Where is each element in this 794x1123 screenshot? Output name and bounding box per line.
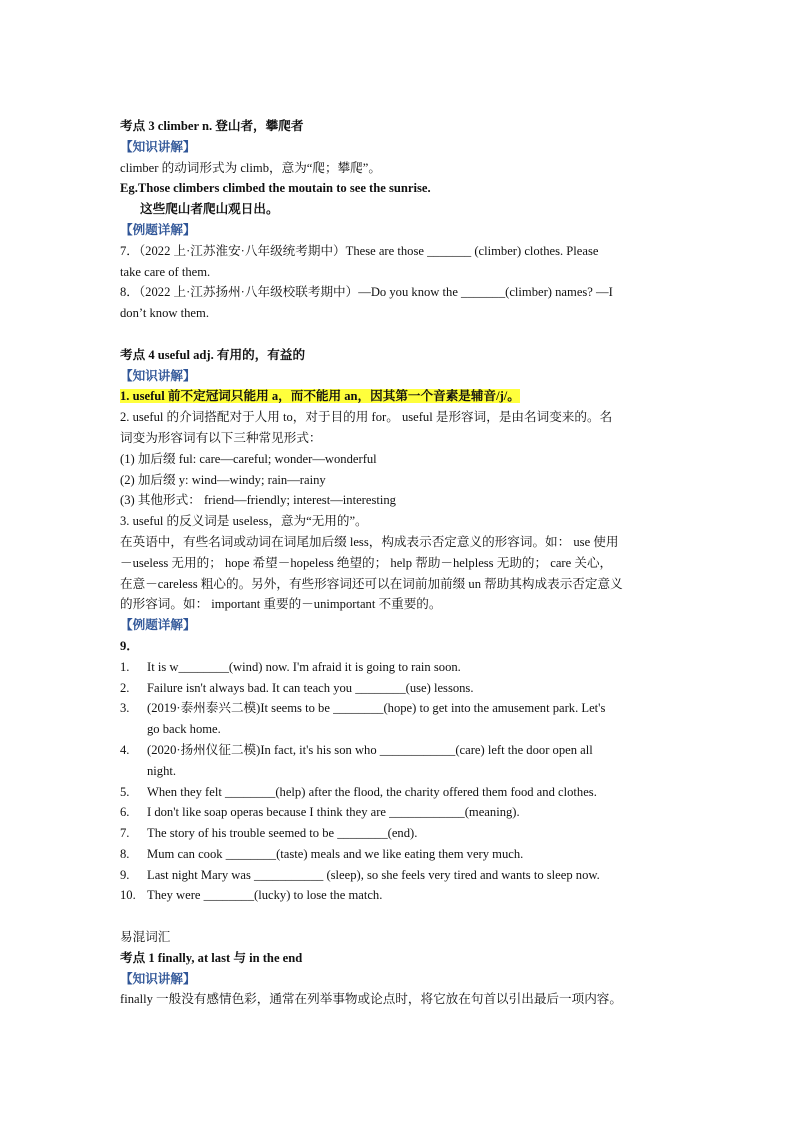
exercise-text: Last night Mary was ___________ (sleep), so she feels very tired and wants to sleep now. xyxy=(147,867,600,882)
section-heading: 考点 3 climber n. 登山者，攀爬者 xyxy=(120,119,304,133)
exercise-number: 7. xyxy=(120,826,130,841)
exercise-text: When they felt ________(help) after the flood, the charity offered them food and clothes. xyxy=(147,784,597,799)
question-7-line2: take care of them. xyxy=(120,264,211,279)
question-7-line1: 7．（2022 上·江苏淮安·八年级统考期中）These are those _______ (climber) clothes. Please xyxy=(120,243,599,258)
paragraph: 在意－careless 粗心的。另外，有些形容词还可以在词前加前缀 un 帮助其构成表示否定意义 xyxy=(120,576,623,591)
exercise-list xyxy=(120,657,680,907)
exercise-number: 6. xyxy=(120,805,130,820)
knowledge-label: 【知识讲解】 xyxy=(120,368,196,383)
section-heading: 考点 4 useful adj. 有用的，有益的 xyxy=(120,347,306,362)
example-label: 【例题详解】 xyxy=(120,222,196,237)
paragraph: 在英语中，有些名词或动词在词尾加后缀 less，构成表示否定意义的形容词。如： use 使用 xyxy=(120,534,619,549)
spacer xyxy=(120,324,680,345)
exercise-item xyxy=(120,844,680,865)
paragraph: 词变为形容词有以下三种常见形式： xyxy=(120,430,322,445)
exercise-text: I don't like soap operas because I think they are ____________(meaning). xyxy=(147,805,520,820)
exercise-item xyxy=(120,865,680,886)
highlighted-rule: 1. useful 前不定冠词只能用 a，而不能用 an，因其第一个音素是辅音/j/。 xyxy=(120,389,520,404)
paragraph: finally 一般没有感情色彩，通常在列举事物或论点时，将它放在句首以引出最后一项内容。 xyxy=(120,992,622,1007)
knowledge-label: 【知识讲解】 xyxy=(120,139,196,154)
exercise-number: 8. xyxy=(120,846,130,861)
exercise-text: Mum can cook ________(taste) meals and we like eating them very much. xyxy=(147,846,524,861)
exercise-text-continued: go back home. xyxy=(147,722,221,737)
paragraph: (2) 加后缀 y: wind—windy; rain—rainy xyxy=(120,472,326,487)
exercise-number: 4. xyxy=(120,742,130,757)
question-9-number: 9． xyxy=(120,638,139,653)
exercise-item xyxy=(120,657,680,678)
document-page xyxy=(120,116,680,1010)
exercise-item xyxy=(120,782,680,803)
exercise-number: 3. xyxy=(120,701,130,716)
knowledge-label: 【知识讲解】 xyxy=(120,971,196,986)
exercise-text: They were ________(lucky) to lose the match. xyxy=(147,888,383,903)
exercise-item xyxy=(120,740,680,761)
paragraph: (1) 加后缀 ful: care—careful; wonder—wonderful xyxy=(120,451,377,466)
example-label: 【例题详解】 xyxy=(120,618,196,633)
paragraph: 的形容词。如： important 重要的－unimportant 不重要的。 xyxy=(120,597,442,612)
question-8-line2: don’t know them. xyxy=(120,306,209,321)
exercise-text: Failure isn't always bad. It can teach you ________(use) lessons. xyxy=(147,680,474,695)
paragraph: 3. useful 的反义词是 useless，意为“无用的”。 xyxy=(120,514,368,529)
paragraph: 2. useful 的介词搭配对于人用 to，对于目的用 for。 useful 是形容词，是由名词变来的。名 xyxy=(120,410,613,425)
exercise-text: It is w________(wind) now. I'm afraid it is going to rain soon. xyxy=(147,659,461,674)
exercise-text: (2019·泰州泰兴二模)It seems to be ________(hope) to get into the amusement park. Let's xyxy=(147,701,606,716)
section-title: 易混词汇 xyxy=(120,930,171,945)
exercise-item xyxy=(120,885,680,906)
exercise-item xyxy=(120,802,680,823)
exercise-item xyxy=(120,698,680,719)
question-8-line1: 8．（2022 上·江苏扬州·八年级校联考期中）—Do you know the _______(climber) names? —I xyxy=(120,285,613,300)
paragraph: －useless 无用的； hope 希望－hopeless 绝望的； help 帮助－helpless 无助的； care 关心， xyxy=(120,555,613,570)
exercise-number: 1. xyxy=(120,659,130,674)
example-sentence: Eg.Those climbers climbed the moutain to see the sunrise. xyxy=(120,181,431,196)
exercise-item xyxy=(120,678,680,699)
exercise-text: (2020·扬州仪征二模)In fact, it's his son who ____________(care) left the door open all xyxy=(147,742,593,757)
section-heading: 考点 1 finally, at last 与 in the end xyxy=(120,950,303,965)
exercise-number: 10. xyxy=(120,888,136,903)
exercise-text: The story of his trouble seemed to be ________(end). xyxy=(147,826,418,841)
exercise-item xyxy=(120,823,680,844)
exercise-number: 5. xyxy=(120,784,130,799)
exercise-text-continued: night. xyxy=(147,763,177,778)
exercise-number: 2. xyxy=(120,680,130,695)
example-translation: 这些爬山者爬山观日出。 xyxy=(140,202,279,217)
spacer xyxy=(120,906,680,927)
exercise-number: 9. xyxy=(120,867,130,882)
paragraph: (3) 其他形式： friend—friendly; interest—interesting xyxy=(120,493,396,508)
paragraph: climber 的动词形式为 climb，意为“爬；攀爬”。 xyxy=(120,160,381,175)
